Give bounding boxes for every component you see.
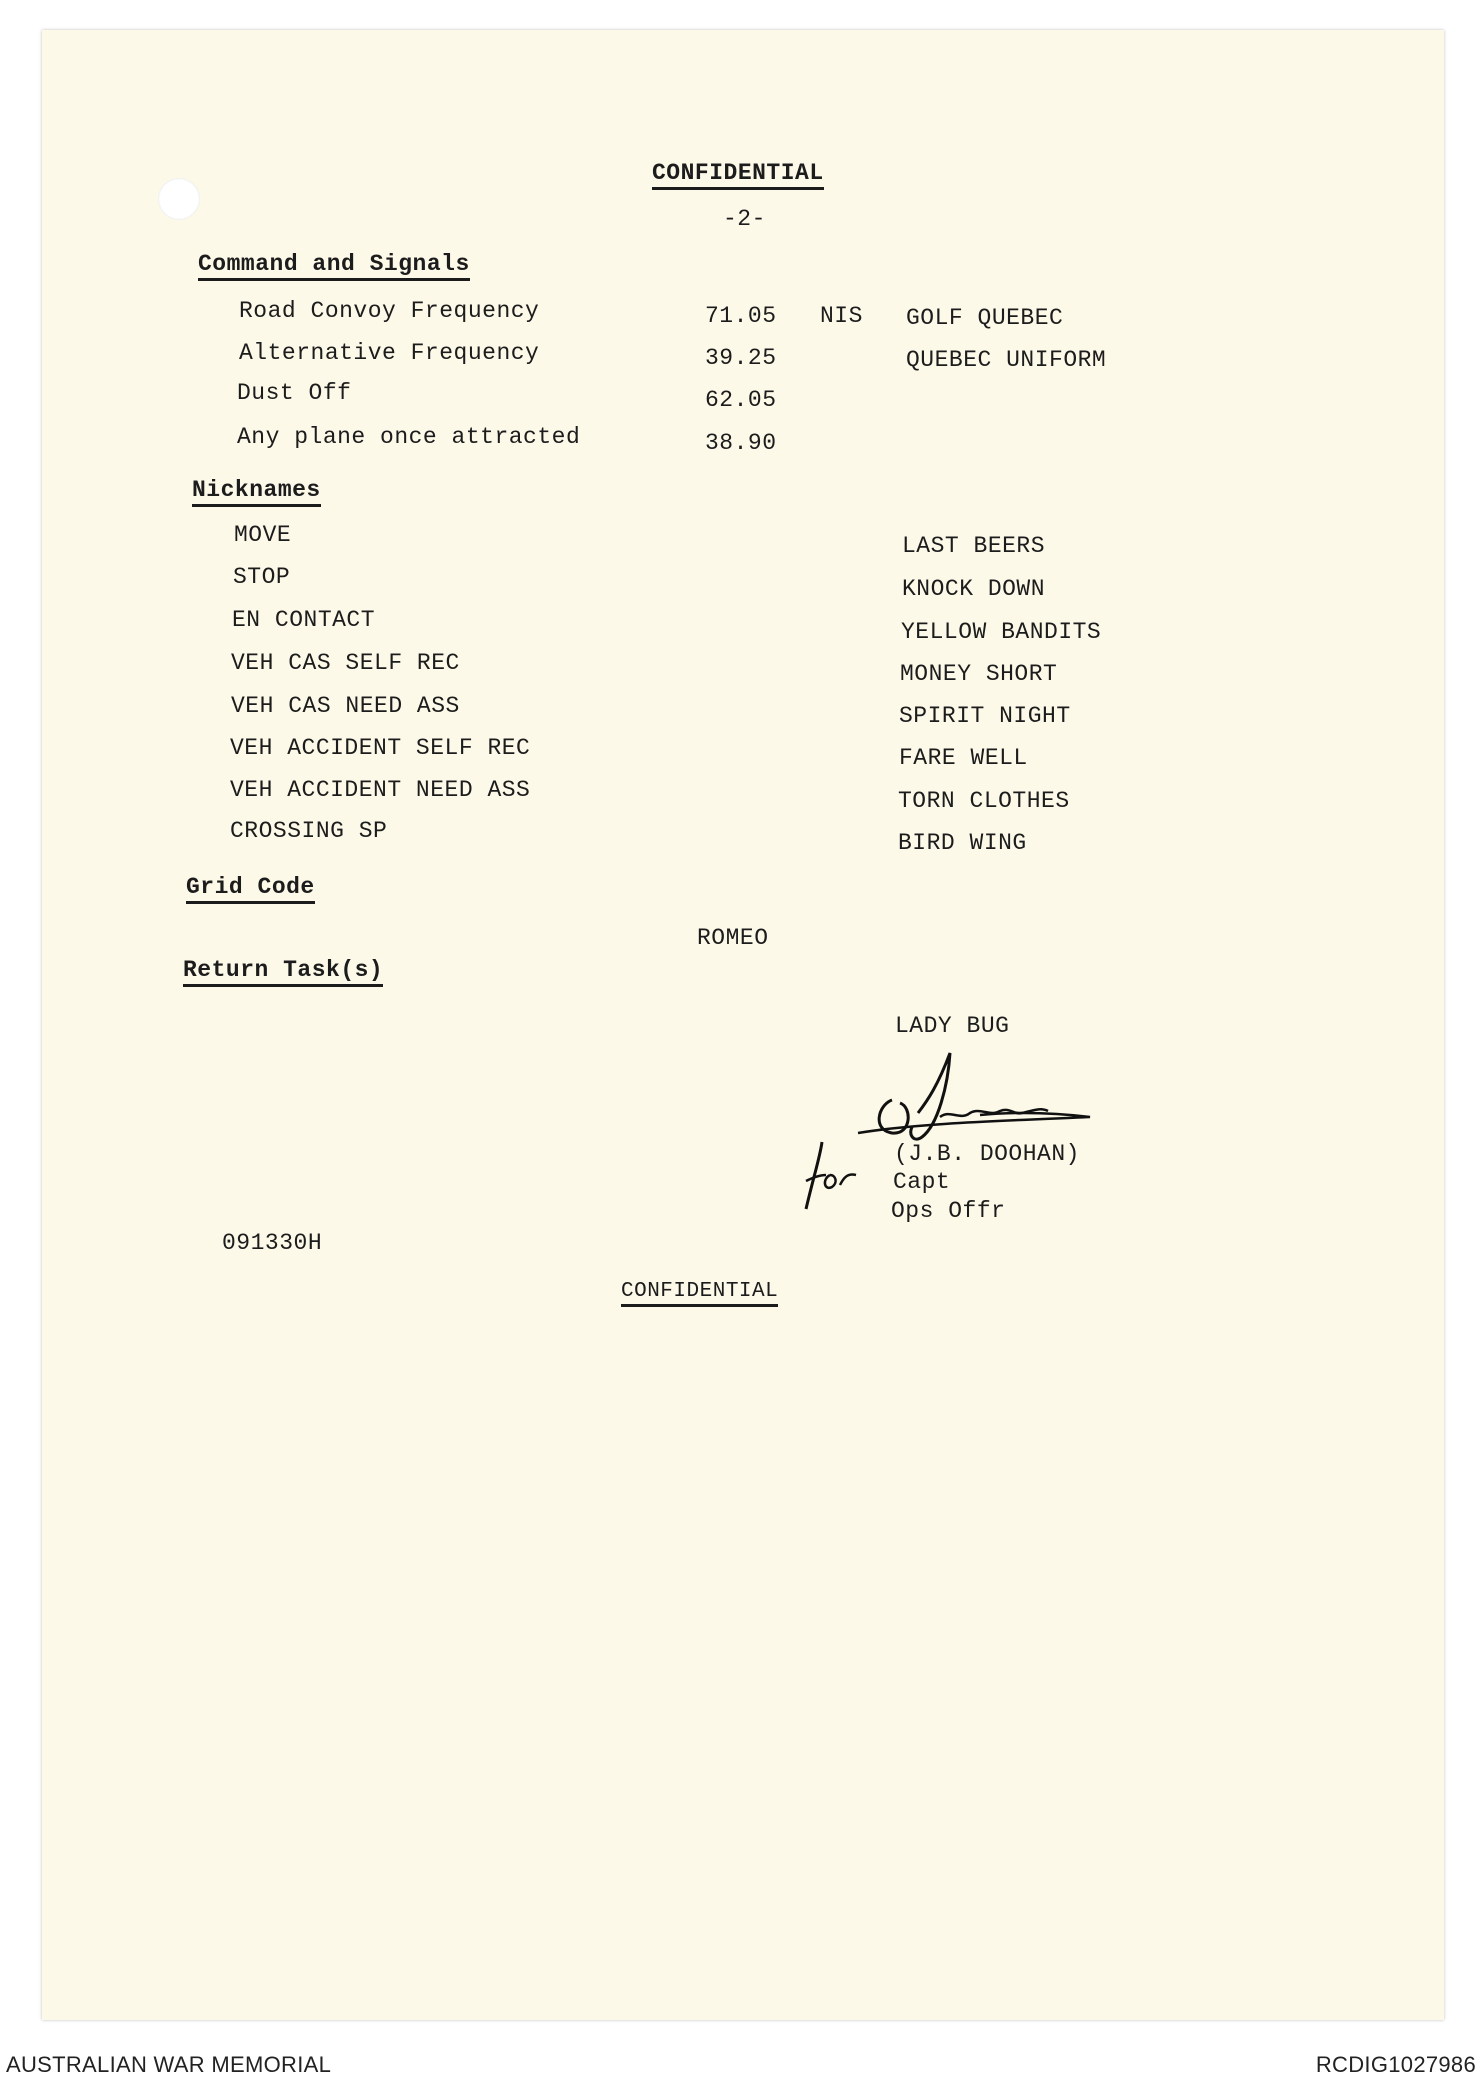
nickname-term: STOP (233, 564, 291, 590)
nickname-code: BIRD WING (898, 830, 1027, 856)
page-number: -2- (723, 206, 766, 232)
classification-header: CONFIDENTIAL (652, 160, 824, 190)
signal-frequency: 71.05 (705, 303, 777, 329)
signal-label: Any plane once attracted (237, 424, 581, 450)
heading-nicknames: Nicknames (192, 477, 321, 507)
grid-code-value: ROMEO (697, 925, 769, 951)
nickname-term: VEH ACCIDENT NEED ASS (230, 777, 531, 803)
nickname-code: FARE WELL (899, 745, 1028, 771)
nickname-code: MONEY SHORT (900, 661, 1058, 687)
archive-caption-right: RCDIG1027986 (1315, 2052, 1476, 2077)
classification-footer: CONFIDENTIAL (621, 1280, 778, 1307)
return-task-value: LADY BUG (895, 1013, 1010, 1039)
signal-callsign: QUEBEC UNIFORM (906, 347, 1107, 373)
signal-frequency: 62.05 (705, 387, 777, 413)
heading-command-signals: Command and Signals (198, 251, 470, 281)
signal-label: Alternative Frequency (239, 340, 540, 366)
nickname-term: CROSSING SP (230, 818, 388, 844)
nickname-term: VEH CAS SELF REC (231, 650, 460, 676)
signatory-appointment: Ops Offr (891, 1198, 1006, 1224)
nickname-term: VEH CAS NEED ASS (231, 693, 460, 719)
punch-hole (158, 178, 200, 220)
signatory-rank: Capt (893, 1169, 951, 1195)
nickname-term: EN CONTACT (232, 607, 376, 633)
signal-frequency: 39.25 (705, 345, 777, 371)
date-time-group: 091330H (222, 1230, 323, 1256)
signal-label: Dust Off (237, 380, 352, 406)
heading-return-tasks: Return Task(s) (183, 957, 383, 987)
nickname-term: VEH ACCIDENT SELF REC (230, 735, 531, 761)
signal-callsign: GOLF QUEBEC (906, 305, 1064, 331)
nickname-code: KNOCK DOWN (902, 576, 1046, 602)
signal-label: Road Convoy Frequency (239, 298, 540, 324)
heading-grid-code: Grid Code (186, 874, 315, 904)
signal-extra: NIS (820, 303, 863, 329)
nickname-code: SPIRIT NIGHT (899, 703, 1071, 729)
nickname-code: YELLOW BANDITS (901, 619, 1102, 645)
nickname-code: LAST BEERS (902, 533, 1046, 559)
archive-caption-left: AUSTRALIAN WAR MEMORIAL (6, 2052, 332, 2077)
signal-frequency: 38.90 (705, 430, 777, 456)
nickname-code: TORN CLOTHES (898, 788, 1070, 814)
signatory-name: (J.B. DOOHAN) (894, 1141, 1080, 1167)
nickname-term: MOVE (234, 522, 292, 548)
